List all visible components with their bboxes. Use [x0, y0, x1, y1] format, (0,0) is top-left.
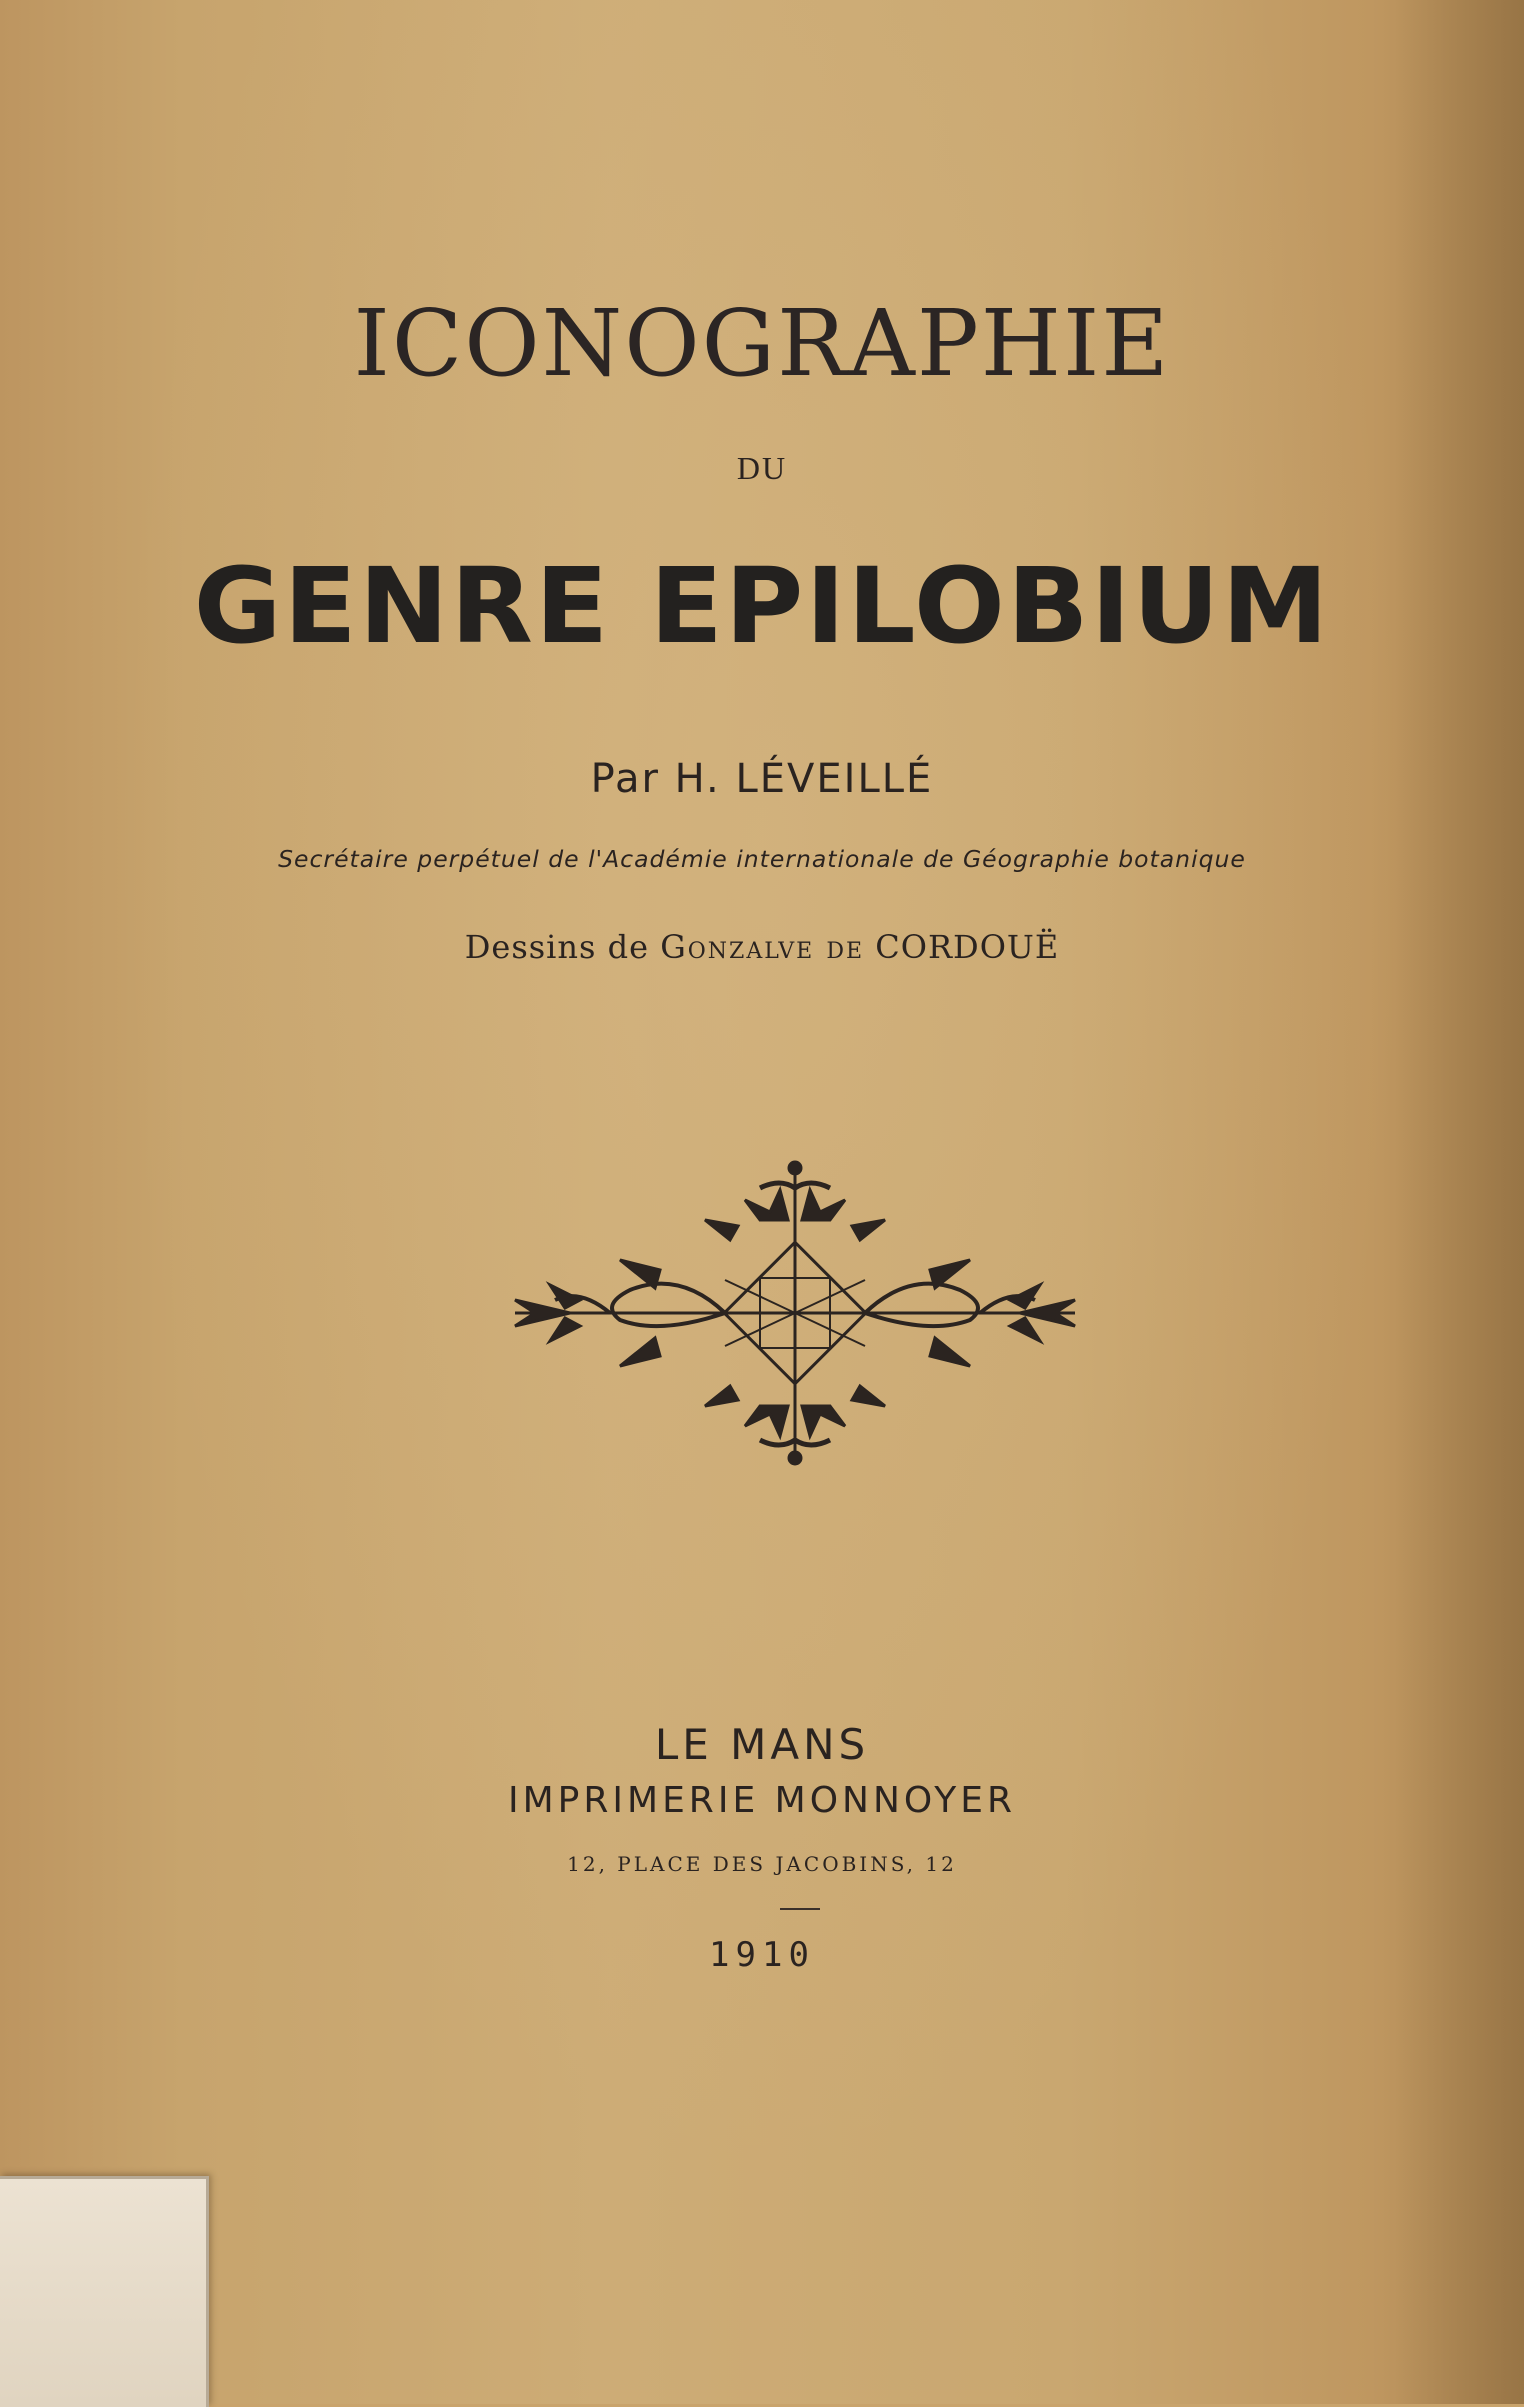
- author-affiliation: Secrétaire perpétuel de l'Académie internationale de Géographie botanique: [278, 845, 1246, 873]
- drawings-credit: [0, 928, 1524, 966]
- title-connector: DU: [736, 450, 788, 486]
- drawings-artist-last: CORDOUË: [875, 928, 1060, 966]
- library-stamp: [697, 94, 1062, 266]
- imprint-place: LE MANS: [654, 1720, 870, 1769]
- imprint-printer: IMPRIMERIE MONNOYER: [507, 1780, 1017, 1821]
- drawings-artist-first: Gonzalve de: [660, 928, 865, 966]
- divider-rule: [780, 1908, 820, 1910]
- library-label-sticker: [0, 2176, 209, 2407]
- imprint-address: 12, PLACE DES JACOBINS, 12: [567, 1852, 957, 1876]
- imprint-year: 1910: [709, 1935, 815, 1975]
- title-iconographie: ICONOGRAPHIE: [353, 290, 1171, 397]
- floral-ornament-icon: [510, 1160, 1080, 1466]
- drawings-prefix: Dessins de: [464, 928, 650, 966]
- author-line: Par H. LÉVEILLÉ: [590, 756, 934, 802]
- title-genre: GENRE EPILOBIUM: [193, 545, 1331, 667]
